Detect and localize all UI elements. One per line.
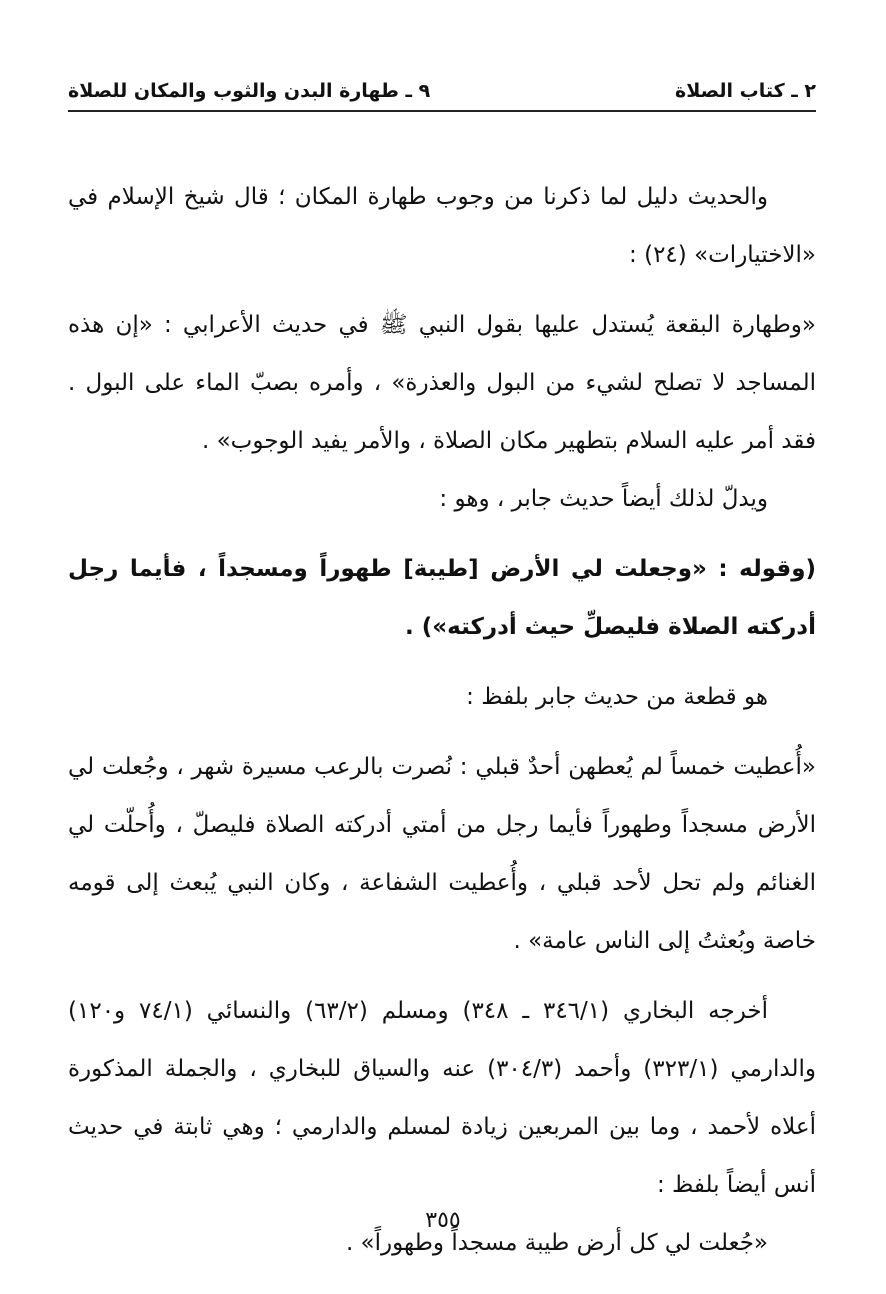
section-title: ٩ ـ طهارة البدن والثوب والمكان للصلاة: [68, 80, 431, 102]
paragraph-intro: والحديث دليل لما ذكرنا من وجوب طهارة المكان ؛ قال شيخ الإسلام في «الاختيارات» (٢٤) :: [68, 184, 816, 268]
paragraph-jabir-intro: ويدلّ لذلك أيضاً حديث جابر ، وهو :: [439, 486, 768, 512]
matn-text: (وقوله : «وجعلت لي الأرض [طيبة] طهوراً ومسجداً ، فأيما رجل أدركته الصلاة فليصلِّ حيث أدركته») .: [68, 556, 816, 640]
chapter-title: ٢ ـ كتاب الصلاة: [675, 80, 816, 102]
quote-ikhtiyarat: «وطهارة البقعة يُستدل عليها بقول النبي ﷺ في حديث الأعرابي : «إن هذه المساجد لا تصلح لشيء من البول والعذرة» ، وأمره بصبّ الماء على البول . فقد أمر عليه السلام بتطهير مكان الصلاة ، والأمر يفيد الوجوب» .: [68, 312, 816, 454]
page-number: ٣٥٥: [425, 1208, 461, 1233]
hadith-text: «أُعطيت خمساً لم يُعطهن أحدٌ قبلي : نُصرت بالرعب مسيرة شهر ، وجُعلت لي الأرض مسجداً وطهوراً فأيما رجل من أمتي أدركته الصلاة فليصلّ ، وأُحلّت لي الغنائم ولم تحل لأحد قبلي ، وأُعطيت الشفاعة ، وكان النبي يُبعث إلى قومه خاصة وبُعثتُ إلى الناس عامة» .: [68, 754, 816, 954]
running-header: [68, 76, 816, 112]
hadith-anas: «جُعلت لي كل أرض طيبة مسجداً وطهوراً» .: [345, 1230, 768, 1256]
page-body: [68, 168, 816, 1272]
takhrij-paragraph: أخرجه البخاري (٣٤٦/١ ـ ٣٤٨) ومسلم (٦٣/٢) والنسائي (٧٤/١ و١٢٠) والدارمي (٣٢٣/١) وأحمد (٣٠٤/٣) عنه والسياق للبخاري ، والجملة المذكورة أعلاه لأحمد ، وما بين المربعين زيادة لمسلم والدارمي ؛ وهي ثابتة في حديث أنس أيضاً بلفظ :: [68, 998, 816, 1198]
paragraph-hadith-intro: هو قطعة من حديث جابر بلفظ :: [466, 684, 768, 710]
